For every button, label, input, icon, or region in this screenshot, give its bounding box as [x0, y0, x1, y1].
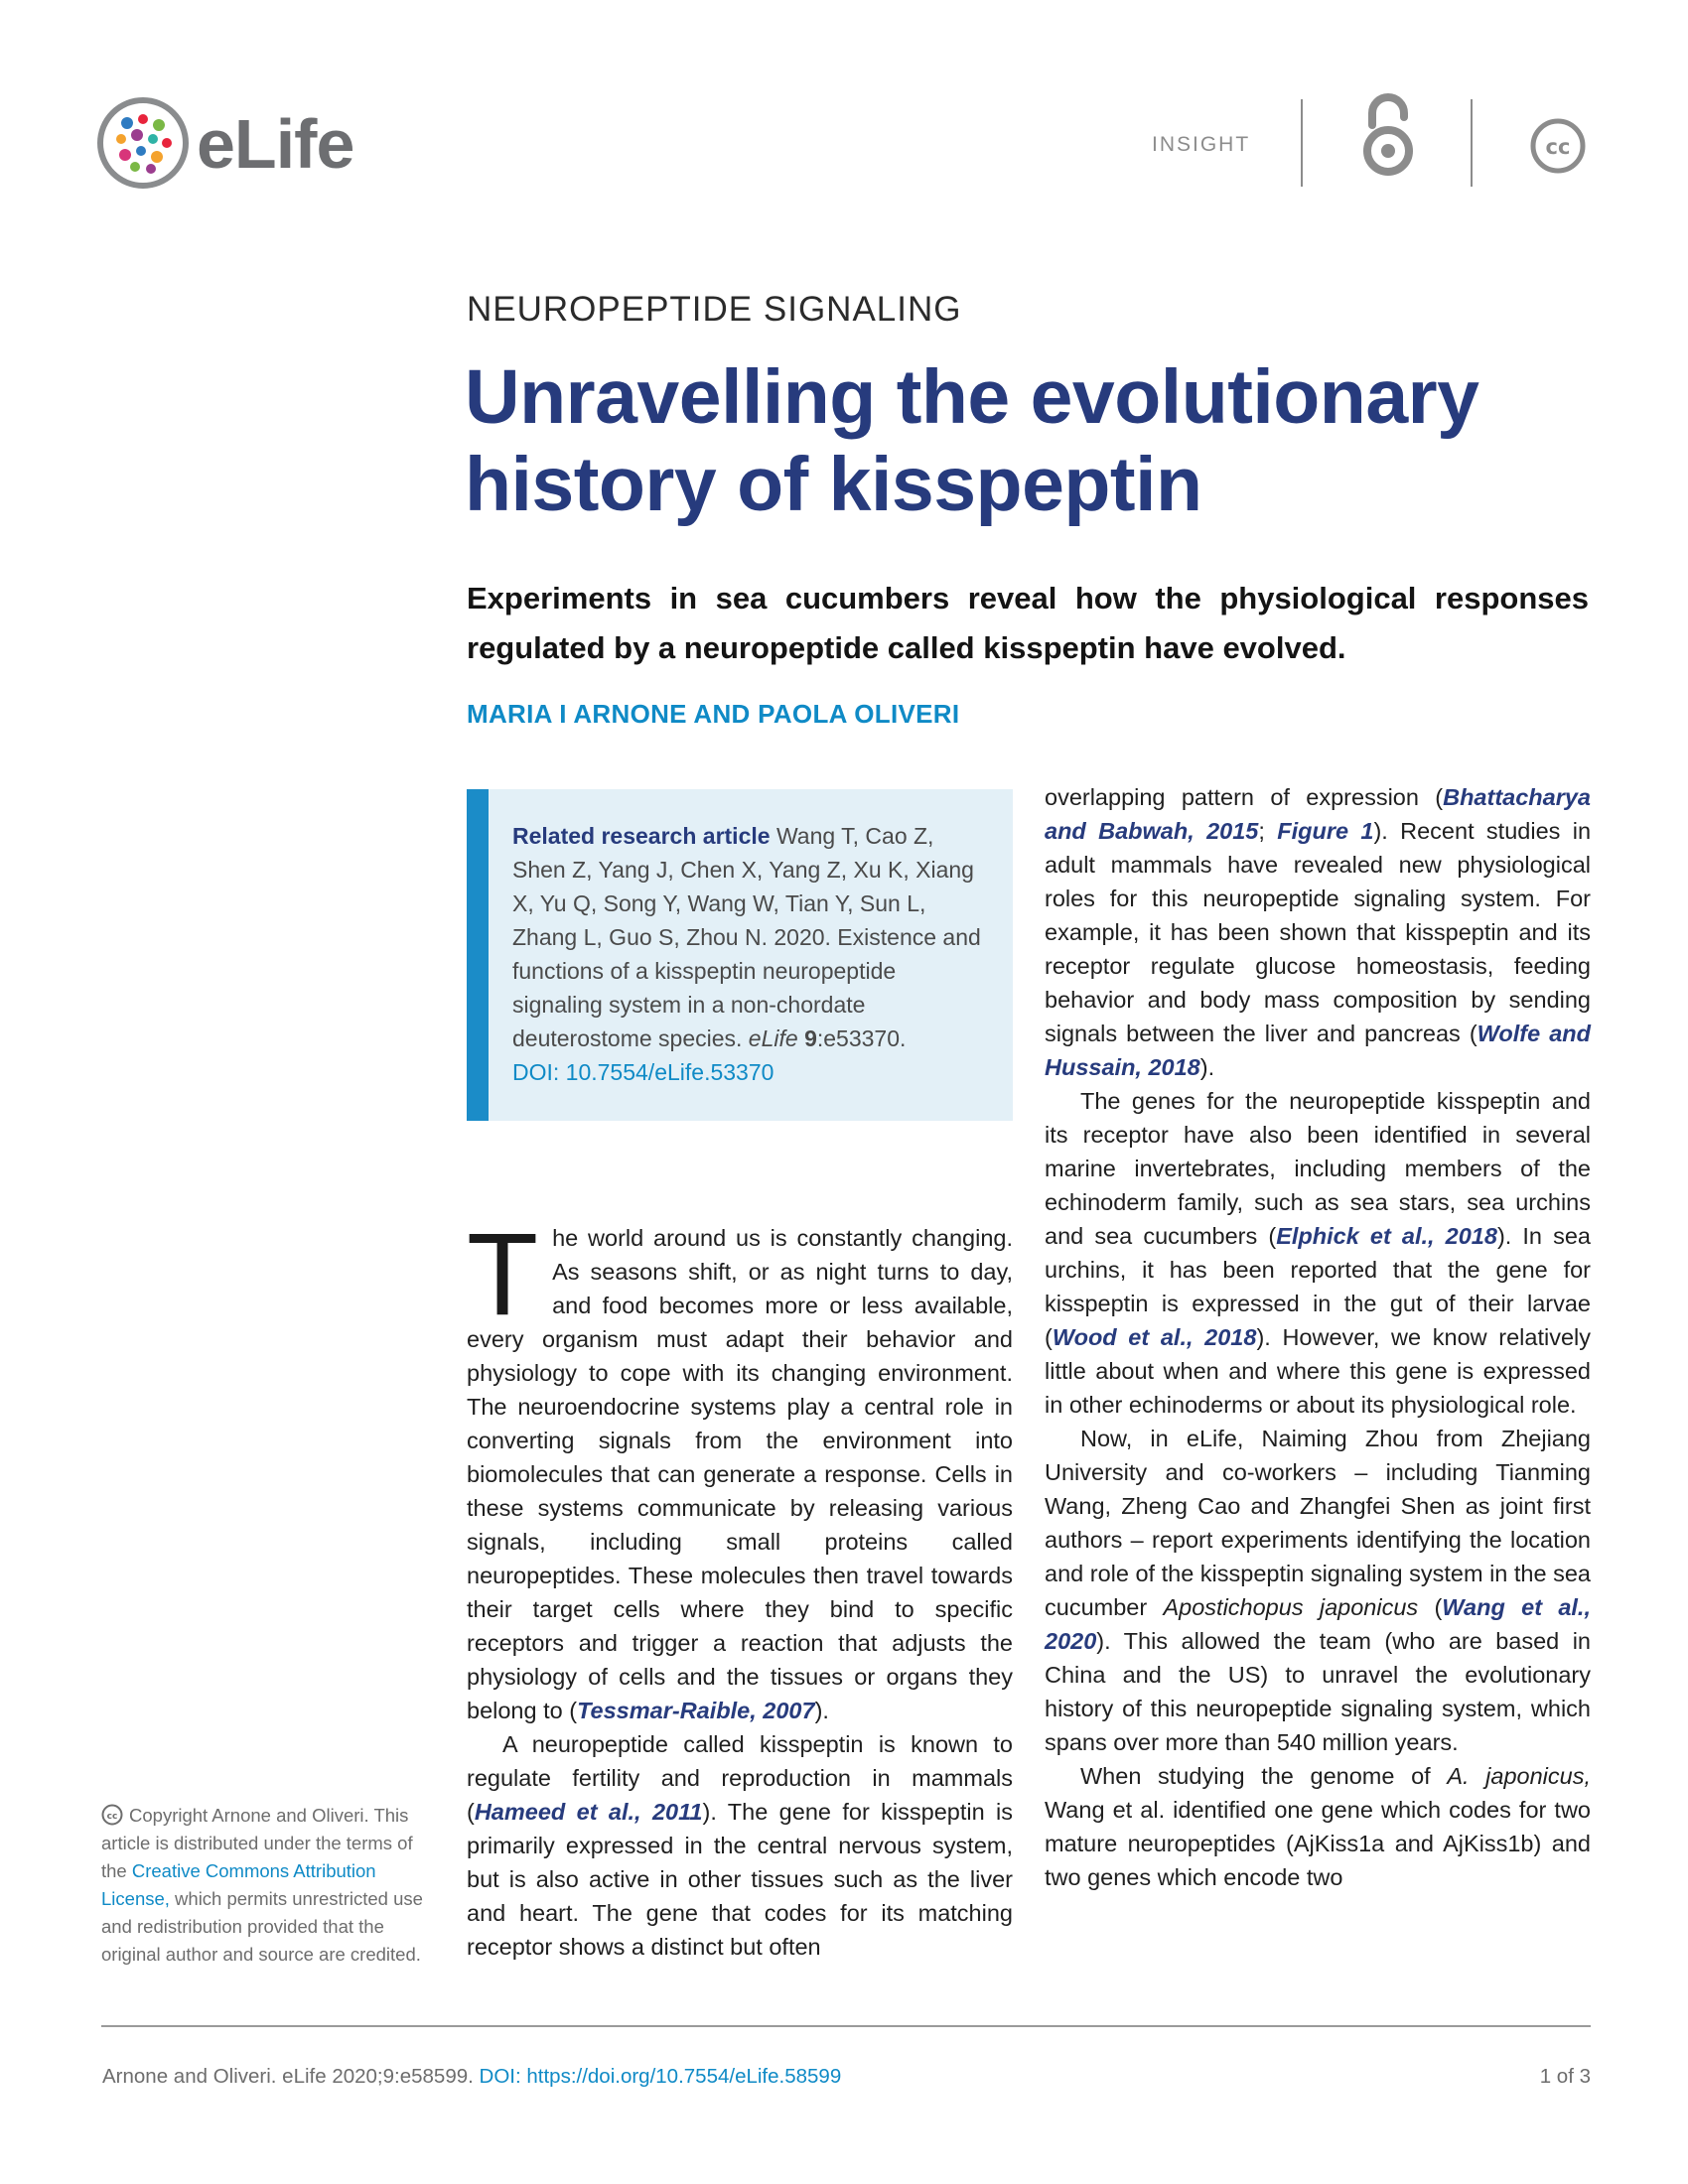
related-article-box	[467, 789, 1013, 1121]
subject-heading: NEUROPEPTIDE SIGNALING	[467, 290, 962, 329]
header-divider	[1471, 99, 1473, 187]
open-access-icon[interactable]	[1360, 91, 1416, 177]
copyright-text: Copyright Arnone and Oliveri. This article is distributed under the terms of the	[101, 1805, 413, 1881]
citation-link[interactable]: Wood et al., 2018	[1052, 1324, 1257, 1350]
body-paragraph	[1045, 1759, 1591, 1894]
paragraph-text: ). However, we know relatively little about when and where this gene is expressed in other echinoderms or about its physiological role.	[1045, 1324, 1591, 1418]
svg-text:cc: cc	[106, 1812, 118, 1822]
page-number: 1 of 3	[1539, 2065, 1591, 2088]
license-link[interactable]: Creative Commons Attribution License,	[101, 1860, 376, 1909]
paragraph-text: A neuropeptide called kisspeptin is known to regulate fertility and reproduction in mammals (	[467, 1731, 1013, 1825]
paragraph-text: The genes for the neuropeptide kisspeptin and its receptor have also been identified in several marine invertebrates, including members of the echinoderm family, such as sea stars, sea urchins and sea cucumbers (	[1045, 1088, 1591, 1249]
creative-commons-icon[interactable]	[1529, 117, 1587, 175]
elife-logo[interactable]	[97, 97, 395, 197]
paragraph-text: ). In sea urchins, it has been reported that the gene for kisspeptin is expressed in the gut of their larvae (	[1045, 1223, 1591, 1350]
related-article-citation: Wang T, Cao Z, Shen Z, Yang J, Chen X, Yang Z, Xu K, Xiang X, Yu Q, Song Y, Wang W, Tian Y, Sun L, Zhang L, Guo S, Zhou N. 2020. Existence and functions of a kisspeptin neuropeptide signaling system in a non-chordate deuterostome species.	[512, 823, 981, 1051]
paragraph-text: Wang et al. identified one gene which codes for two mature neuropeptides (AjKiss1a and AjKiss1b) and two genes which encode two	[1045, 1797, 1591, 1890]
citation-link[interactable]: Bhattacharya and Babwah, 2015	[1045, 784, 1591, 844]
paragraph-text: (	[1418, 1594, 1443, 1620]
body-column-right	[1045, 780, 1591, 1894]
article-type-label: INSIGHT	[1152, 133, 1251, 156]
citation-link[interactable]: Hameed et al., 2011	[474, 1799, 703, 1825]
paragraph-text: overlapping pattern of expression (	[1045, 784, 1444, 810]
body-paragraph	[1045, 1422, 1591, 1759]
citation-link[interactable]: Wolfe and Hussain, 2018	[1045, 1021, 1592, 1080]
article-standfirst: Experiments in sea cucumbers reveal how the physiological responses regulated by a neuropeptide called kisspeptin have evolved.	[467, 581, 1589, 665]
related-article-id: :e53370.	[816, 1025, 907, 1051]
paragraph-text: ). Recent studies in adult mammals have revealed new physiological roles for this neuropeptide signaling system. For example, it has been shown that kisspeptin and its receptor regulate glucose homeostasis, feeding behavior and body mass composition by sending signals between the liver and pancreas (	[1045, 818, 1592, 1046]
header-divider	[1301, 99, 1303, 187]
body-column-left	[467, 1209, 1013, 1964]
svg-text:cc: cc	[1545, 135, 1571, 159]
citation-link[interactable]: Tessmar-Raible, 2007	[577, 1698, 815, 1723]
paragraph-text: ). The gene for kisspeptin is primarily expressed in the central nervous system, but is also active in other tissues such as the liver and heart. The gene that codes for its matching receptor shows a distinct but often	[467, 1799, 1013, 1960]
copyright-text: which permits unrestricted use and redistribution provided that the original author and source are credited.	[101, 1888, 423, 1965]
body-paragraph	[1045, 780, 1591, 1084]
drop-cap: T	[467, 1209, 539, 1340]
body-paragraph	[1045, 1084, 1591, 1422]
article-title: Unravelling the evolutionary history of kisspeptin	[465, 354, 1479, 527]
footer-doi-link[interactable]: https://doi.org/10.7554/eLife.58599	[526, 2065, 842, 2088]
body-paragraph	[467, 1727, 1013, 1964]
paragraph-text: ).	[1199, 1054, 1215, 1080]
related-article-journal: eLife	[748, 1025, 798, 1051]
citation-link[interactable]: Wang et al., 2020	[1045, 1594, 1591, 1654]
paragraph-text: ;	[1258, 818, 1278, 844]
footer-citation-text: Arnone and Oliveri. eLife 2020;9:e58599.	[102, 2065, 480, 2088]
footer-doi-label: DOI:	[479, 2065, 527, 2088]
related-article-doi-link[interactable]: DOI: 10.7554/eLife.53370	[512, 1059, 774, 1085]
related-article-label: Related research article	[512, 823, 771, 849]
paragraph-text: ). This allowed the team (who are based in China and the US) to unravel the evolutionary history of this neuropeptide signaling system, which spans over more than 540 million years.	[1045, 1628, 1591, 1755]
paragraph-text: Now, in eLife, Naiming Zhou from Zhejiang University and co-workers – including Tianming Wang, Zheng Cao and Zhangfei Shen as joint first authors – report experiments identifying the location and role of the kisspeptin signaling system in the sea cucumber	[1045, 1426, 1591, 1620]
body-paragraph	[467, 1209, 1013, 1727]
paragraph-text: he world around us is constantly changing. As seasons shift, or as night turns to day, and food becomes more or less available, every organism must adapt their behavior and physiology to cope with its changing environment. The neuroendocrine systems play a central role in converting signals from the environment into biomolecules that can generate a response. Cells in these systems communicate by releasing various signals, including small proteins called neuropeptides. These molecules then travel towards their target cells where they bind to specific receptors and trigger a reaction that adjusts the physiology of cells and the tissues or organs they belong to (	[467, 1225, 1013, 1723]
creative-commons-icon	[101, 1804, 123, 1826]
related-article-volume: 9	[804, 1025, 817, 1051]
copyright-note	[101, 1802, 439, 1969]
author-list[interactable]: MARIA I ARNONE AND PAOLA OLIVERI	[467, 699, 960, 729]
citation-link[interactable]: Elphick et al., 2018	[1276, 1223, 1497, 1249]
species-name: Apostichopus japonicus	[1163, 1594, 1419, 1620]
elife-logo-icon	[97, 97, 189, 189]
paragraph-text: ).	[814, 1698, 829, 1723]
footer-citation	[102, 2065, 841, 2089]
brand-name: eLife	[197, 105, 354, 183]
figure-link[interactable]: Figure 1	[1277, 818, 1374, 844]
paragraph-text: When studying the genome of	[1080, 1763, 1448, 1789]
footer-divider	[101, 2025, 1591, 2027]
species-name: A. japonicus,	[1447, 1763, 1591, 1789]
